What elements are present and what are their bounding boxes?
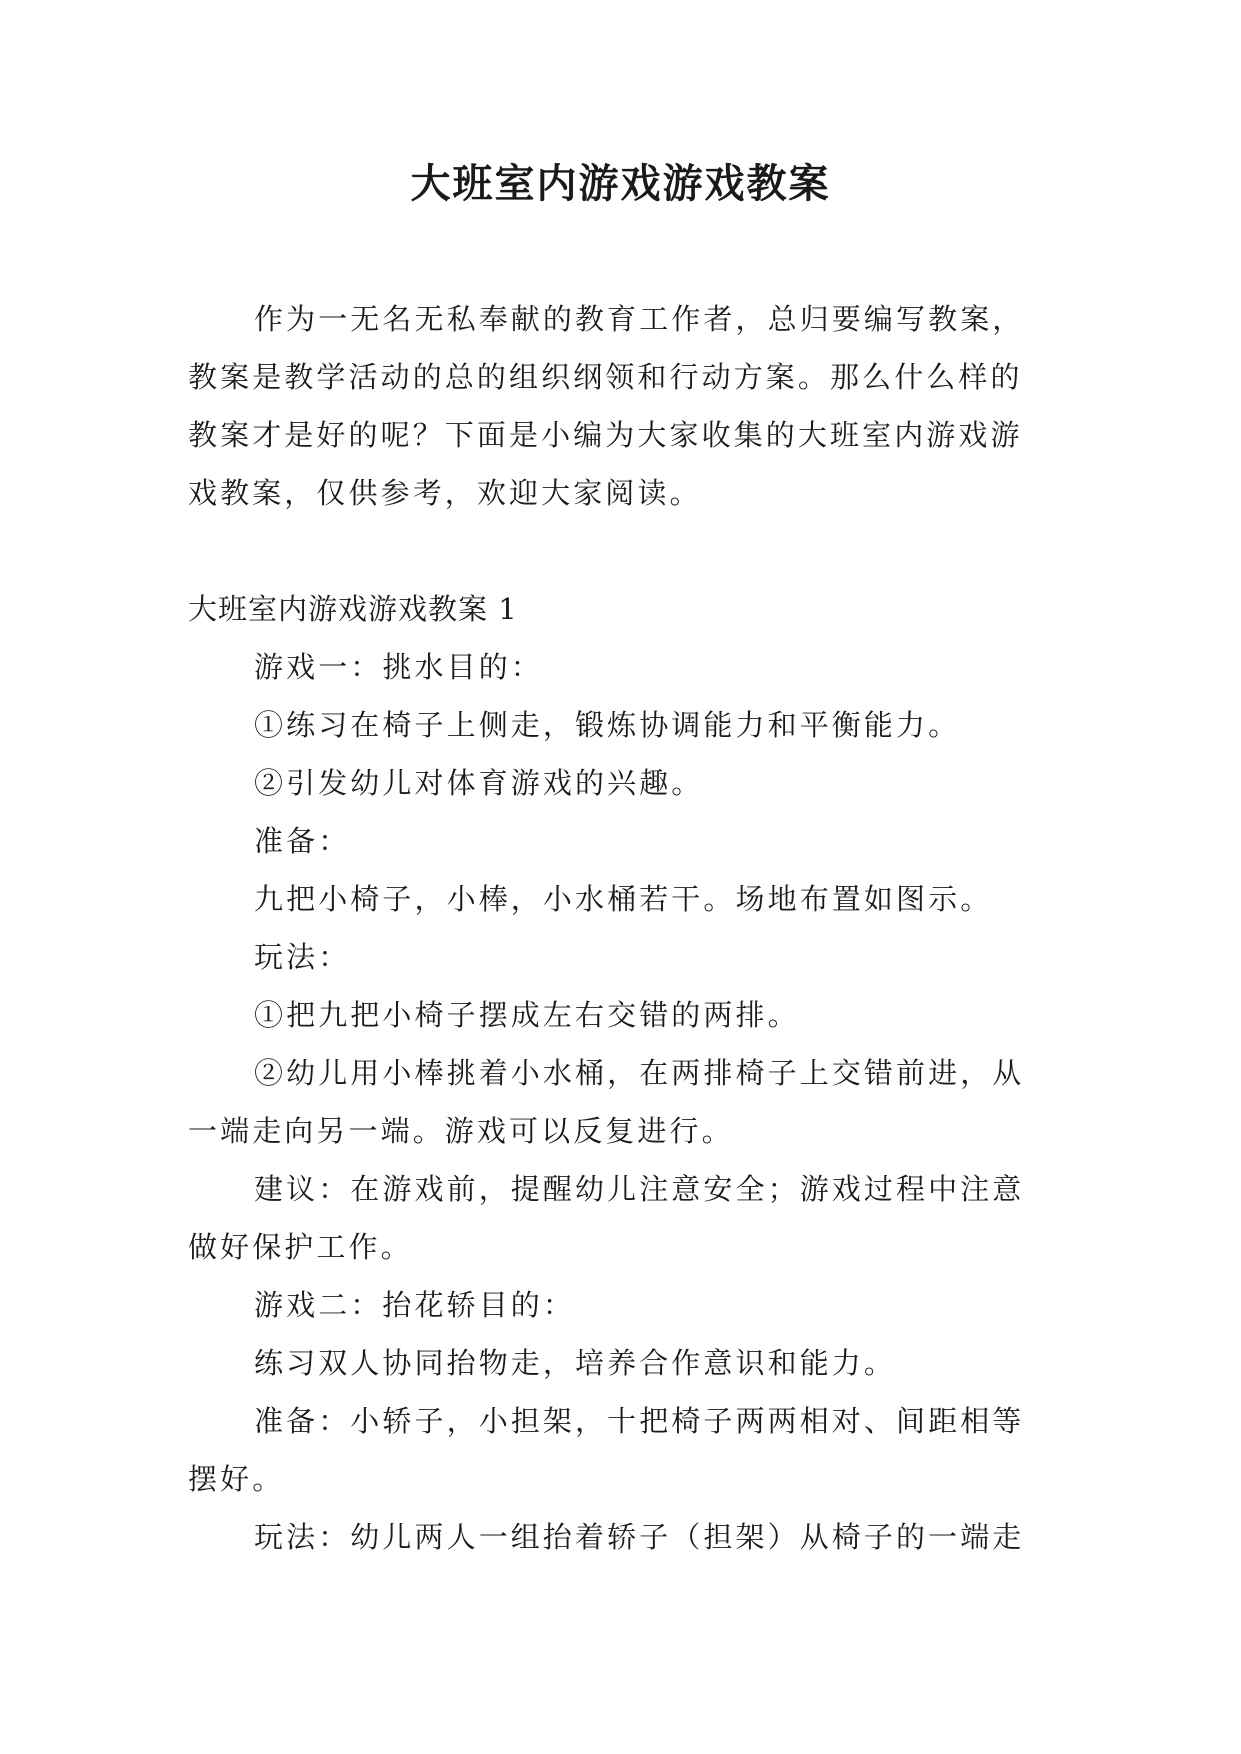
paragraph-prep-label: 准备： <box>254 824 351 858</box>
paragraph-goal-1: ①练习在椅子上侧走，锻炼协调能力和平衡能力。 <box>254 708 961 742</box>
document-title: 大班室内游戏游戏教案 <box>410 161 831 207</box>
paragraph-prep-items: 九把小椅子，小棒，小水桶若干。场地布置如图示。 <box>254 882 993 916</box>
paragraph-play-step-1: ①把九把小椅子摆成左右交错的两排。 <box>254 998 800 1032</box>
lesson-content <box>188 580 1054 1566</box>
paragraph-game-two-prep: 准备：小轿子，小担架，十把椅子两两相对、间距相等摆好。 <box>188 1404 1025 1496</box>
paragraph-game-one-goal: 游戏一：挑水目的： <box>254 650 543 684</box>
paragraph-game-two-play: 玩法：幼儿两人一组抬着轿子（担架）从椅子的一端走 <box>254 1520 1025 1554</box>
paragraph-suggestion: 建议：在游戏前，提醒幼儿注意安全；游戏过程中注意做好保护工作。 <box>188 1172 1025 1264</box>
intro-paragraph: 作为一无名无私奉献的教育工作者，总归要编写教案，教案是教学活动的总的组织纲领和行动方案。那么什么样的教案才是好的呢？下面是小编为大家收集的大班室内游戏游戏教案，仅供参考，欢迎大家阅读。 <box>188 302 1025 510</box>
paragraph-game-two-goal: 游戏二：抬花轿目的： <box>254 1288 576 1322</box>
paragraph-goal-2: ②引发幼儿对体育游戏的兴趣。 <box>254 766 704 800</box>
section-heading: 大班室内游戏游戏教案 1 <box>188 592 518 626</box>
paragraph-play-label: 玩法： <box>254 940 351 974</box>
paragraph-game-two-aim: 练习双人协同抬物走，培养合作意识和能力。 <box>254 1346 897 1380</box>
paragraph-play-step-2: ②幼儿用小棒挑着小水桶，在两排椅子上交错前进，从一端走向另一端。游戏可以反复进行。 <box>188 1056 1025 1148</box>
